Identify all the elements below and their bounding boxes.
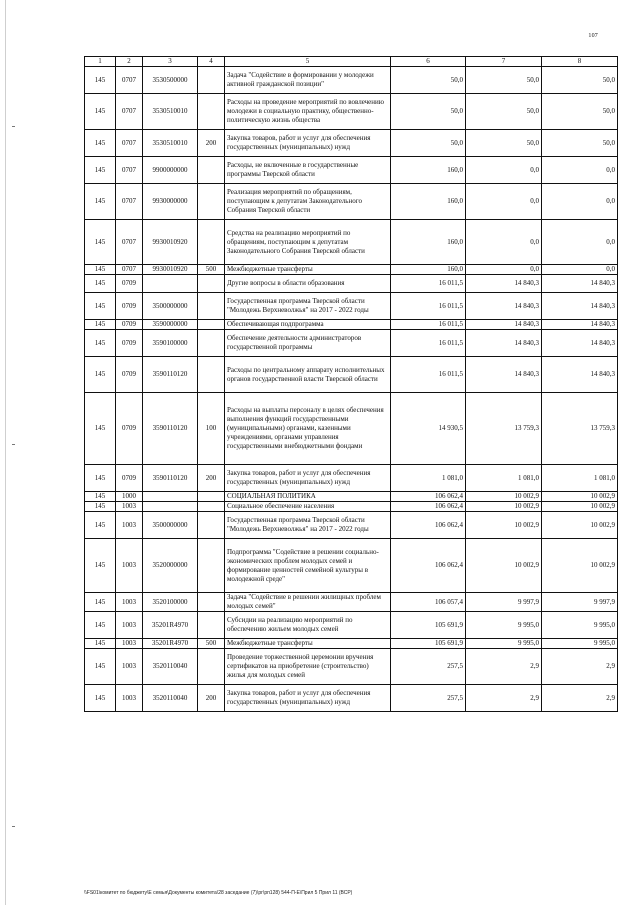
scan-mark (12, 826, 15, 827)
table-row (85, 184, 618, 220)
cell-name: Подпрограмма "Содействие в решении социально-экономических проблем молодых семей и формирование ценностей семейной культуры в молодежной среде" (225, 539, 391, 593)
cell-section: 0707 (116, 184, 143, 220)
cell-amount-year1: 50,0 (391, 94, 466, 130)
cell-section: 0709 (116, 320, 143, 330)
cell-target-article: 9930000000 (143, 184, 198, 220)
table-row (85, 465, 618, 492)
column-header: 6 (391, 57, 466, 67)
cell-amount-year2: 50,0 (466, 67, 542, 94)
cell-amount-year1: 16 011,5 (391, 320, 466, 330)
cell-name: Обеспечивающая подпрограмма (225, 320, 391, 330)
cell-name: Расходы, не включенные в государственные программы Тверской области (225, 157, 391, 184)
cell-amount-year1: 105 691,9 (391, 639, 466, 649)
cell-section: 0707 (116, 157, 143, 184)
cell-amount-year2: 9 995,0 (466, 612, 542, 639)
cell-amount-year3: 13 759,3 (542, 393, 618, 465)
cell-expense-type (198, 293, 225, 320)
cell-section: 0707 (116, 265, 143, 275)
cell-amount-year3: 50,0 (542, 67, 618, 94)
cell-name: Межбюджетные трансферты (225, 639, 391, 649)
cell-name: Средства на реализацию мероприятий по обращениям, поступающим к депутатам Законодательного Собрания Тверской области (225, 220, 391, 265)
table-row (85, 130, 618, 157)
column-header: 1 (85, 57, 116, 67)
cell-amount-year2: 14 840,3 (466, 293, 542, 320)
cell-amount-year3: 9 995,0 (542, 612, 618, 639)
cell-expense-type (198, 502, 225, 512)
cell-amount-year3: 10 002,9 (542, 502, 618, 512)
cell-section: 1003 (116, 649, 143, 685)
table-row (85, 502, 618, 512)
table-row (85, 492, 618, 502)
cell-expense-type (198, 275, 225, 293)
cell-name: Проведение торжественной церемонии вручения сертификатов на приобретение (строительство) жилья для молодых семей (225, 649, 391, 685)
cell-expense-type (198, 649, 225, 685)
cell-amount-year3: 14 840,3 (542, 320, 618, 330)
cell-grbs: 145 (85, 275, 116, 293)
cell-name: Расходы по центральному аппарату исполнительных органов государственной власти Тверской области (225, 357, 391, 393)
cell-section: 0707 (116, 67, 143, 94)
cell-name: Закупка товаров, работ и услуг для обеспечения государственных (муниципальных) нужд (225, 685, 391, 712)
cell-target-article: 3590110120 (143, 465, 198, 492)
cell-name: Закупка товаров, работ и услуг для обеспечения государственных (муниципальных) нужд (225, 130, 391, 157)
cell-grbs: 145 (85, 649, 116, 685)
cell-grbs: 145 (85, 512, 116, 539)
cell-amount-year1: 16 011,5 (391, 357, 466, 393)
cell-target-article: 9930010920 (143, 265, 198, 275)
cell-grbs: 145 (85, 157, 116, 184)
cell-amount-year2: 9 997,9 (466, 593, 542, 612)
cell-section: 0707 (116, 94, 143, 130)
cell-target-article: 35201R4970 (143, 639, 198, 649)
cell-amount-year2: 2,9 (466, 649, 542, 685)
cell-section: 0707 (116, 130, 143, 157)
cell-amount-year2: 1 081,0 (466, 465, 542, 492)
cell-grbs: 145 (85, 357, 116, 393)
cell-section: 1003 (116, 685, 143, 712)
cell-target-article: 3500000000 (143, 293, 198, 320)
scan-mark (12, 126, 15, 127)
cell-amount-year3: 10 002,9 (542, 539, 618, 593)
cell-name: Субсидии на реализацию мероприятий по обеспечению жильем молодых семей (225, 612, 391, 639)
cell-expense-type (198, 220, 225, 265)
cell-target-article (143, 275, 198, 293)
column-header: 2 (116, 57, 143, 67)
cell-amount-year1: 257,5 (391, 685, 466, 712)
cell-amount-year1: 160,0 (391, 157, 466, 184)
cell-expense-type: 500 (198, 639, 225, 649)
cell-expense-type (198, 67, 225, 94)
cell-amount-year3: 1 081,0 (542, 465, 618, 492)
cell-target-article: 3520110040 (143, 685, 198, 712)
cell-section: 0709 (116, 275, 143, 293)
cell-target-article: 9900000000 (143, 157, 198, 184)
cell-name: Реализация мероприятий по обращениям, поступающим к депутатам Законодательного Собрания Тверской области (225, 184, 391, 220)
cell-grbs: 145 (85, 184, 116, 220)
column-header: 4 (198, 57, 225, 67)
cell-name: Задача "Содействие в формировании у молодежи активной гражданской позиции" (225, 67, 391, 94)
table-row (85, 94, 618, 130)
cell-expense-type: 500 (198, 265, 225, 275)
cell-name: Обеспечение деятельности администраторов государственной программы (225, 330, 391, 357)
table-header (85, 57, 618, 67)
cell-expense-type (198, 320, 225, 330)
cell-amount-year2: 2,9 (466, 685, 542, 712)
cell-amount-year2: 0,0 (466, 265, 542, 275)
cell-grbs: 145 (85, 465, 116, 492)
column-header: 5 (225, 57, 391, 67)
cell-amount-year1: 16 011,5 (391, 330, 466, 357)
cell-amount-year1: 16 011,5 (391, 275, 466, 293)
cell-amount-year3: 0,0 (542, 265, 618, 275)
cell-section: 0709 (116, 465, 143, 492)
cell-amount-year3: 2,9 (542, 685, 618, 712)
cell-target-article: 3520100000 (143, 593, 198, 612)
cell-section: 1003 (116, 593, 143, 612)
cell-target-article: 3520110040 (143, 649, 198, 685)
cell-amount-year1: 106 057,4 (391, 593, 466, 612)
cell-target-article: 35201R4970 (143, 612, 198, 639)
cell-amount-year3: 50,0 (542, 94, 618, 130)
cell-amount-year1: 160,0 (391, 184, 466, 220)
cell-amount-year3: 50,0 (542, 130, 618, 157)
cell-amount-year1: 50,0 (391, 67, 466, 94)
cell-expense-type (198, 94, 225, 130)
cell-expense-type (198, 157, 225, 184)
cell-target-article: 3530510010 (143, 94, 198, 130)
table-row (85, 612, 618, 639)
cell-name: СОЦИАЛЬНАЯ ПОЛИТИКА (225, 492, 391, 502)
cell-target-article (143, 492, 198, 502)
cell-grbs: 145 (85, 393, 116, 465)
cell-amount-year1: 1 081,0 (391, 465, 466, 492)
column-header: 8 (542, 57, 618, 67)
cell-name: Государственная программа Тверской области "Молодежь Верхневолжья" на 2017 - 2022 годы (225, 512, 391, 539)
cell-grbs: 145 (85, 67, 116, 94)
cell-target-article: 3530510010 (143, 130, 198, 157)
cell-amount-year1: 106 062,4 (391, 502, 466, 512)
table-row (85, 639, 618, 649)
cell-amount-year2: 13 759,3 (466, 393, 542, 465)
cell-target-article: 3520000000 (143, 539, 198, 593)
cell-expense-type (198, 593, 225, 612)
cell-grbs: 145 (85, 492, 116, 502)
cell-amount-year1: 106 062,4 (391, 492, 466, 502)
cell-amount-year1: 105 691,9 (391, 612, 466, 639)
cell-grbs: 145 (85, 320, 116, 330)
cell-amount-year2: 9 995,0 (466, 639, 542, 649)
cell-section: 1003 (116, 502, 143, 512)
table-row (85, 265, 618, 275)
cell-amount-year3: 9 997,9 (542, 593, 618, 612)
cell-grbs: 145 (85, 539, 116, 593)
cell-section: 0709 (116, 293, 143, 320)
cell-expense-type (198, 330, 225, 357)
cell-section: 1003 (116, 612, 143, 639)
cell-section: 0709 (116, 357, 143, 393)
cell-name: Государственная программа Тверской области "Молодежь Верхневолжья" на 2017 - 2022 годы (225, 293, 391, 320)
cell-grbs: 145 (85, 330, 116, 357)
cell-name: Закупка товаров, работ и услуг для обеспечения государственных (муниципальных) нужд (225, 465, 391, 492)
cell-grbs: 145 (85, 612, 116, 639)
cell-target-article: 3530500000 (143, 67, 198, 94)
table-row (85, 157, 618, 184)
scan-mark (12, 444, 15, 445)
footer-file-path: \\FS01\комитет по бюджету\Е семья\Документы комитета\28 заседание (7)\рг\рп128) 544-П-Е\Прил 5 Прил 11 (ВСР) (84, 890, 353, 896)
cell-name: Расходы на проведение мероприятий по вовлечению молодежи в социальную практику, общественно-политическую жизнь общества (225, 94, 391, 130)
cell-amount-year1: 160,0 (391, 220, 466, 265)
cell-amount-year1: 14 930,5 (391, 393, 466, 465)
cell-amount-year3: 0,0 (542, 157, 618, 184)
cell-target-article: 3590000000 (143, 320, 198, 330)
table-row (85, 539, 618, 593)
cell-name: Другие вопросы в области образования (225, 275, 391, 293)
cell-target-article: 9930010920 (143, 220, 198, 265)
cell-amount-year3: 14 840,3 (542, 293, 618, 320)
cell-amount-year3: 10 002,9 (542, 512, 618, 539)
table-row (85, 67, 618, 94)
cell-amount-year2: 10 002,9 (466, 502, 542, 512)
cell-expense-type: 200 (198, 685, 225, 712)
cell-target-article: 3590100000 (143, 330, 198, 357)
cell-expense-type (198, 492, 225, 502)
cell-amount-year3: 14 840,3 (542, 357, 618, 393)
cell-expense-type (198, 512, 225, 539)
cell-amount-year3: 14 840,3 (542, 275, 618, 293)
cell-expense-type (198, 539, 225, 593)
cell-section: 0709 (116, 393, 143, 465)
cell-expense-type: 200 (198, 465, 225, 492)
table-row (85, 593, 618, 612)
table-row (85, 320, 618, 330)
budget-table (84, 56, 618, 712)
cell-amount-year2: 0,0 (466, 157, 542, 184)
cell-amount-year2: 0,0 (466, 184, 542, 220)
cell-amount-year2: 0,0 (466, 220, 542, 265)
scan-edge-line (5, 0, 6, 905)
cell-amount-year1: 106 062,4 (391, 512, 466, 539)
cell-section: 1003 (116, 639, 143, 649)
cell-section: 0709 (116, 330, 143, 357)
cell-amount-year2: 14 840,3 (466, 330, 542, 357)
cell-name: Расходы на выплаты персоналу в целях обеспечения выполнения функций государственными (муниципальными) органами, казенными учреждениями, органами управления государственными внебюджетными фондами (225, 393, 391, 465)
cell-amount-year2: 10 002,9 (466, 492, 542, 502)
cell-expense-type (198, 612, 225, 639)
cell-grbs: 145 (85, 685, 116, 712)
cell-section: 0707 (116, 220, 143, 265)
cell-section: 1000 (116, 492, 143, 502)
cell-section: 1003 (116, 512, 143, 539)
table-row (85, 512, 618, 539)
cell-amount-year2: 14 840,3 (466, 275, 542, 293)
cell-grbs: 145 (85, 130, 116, 157)
cell-grbs: 145 (85, 94, 116, 130)
column-header: 7 (466, 57, 542, 67)
cell-target-article: 3590110120 (143, 357, 198, 393)
table-row (85, 393, 618, 465)
cell-section: 1003 (116, 539, 143, 593)
cell-amount-year1: 50,0 (391, 130, 466, 157)
cell-expense-type (198, 184, 225, 220)
cell-amount-year2: 10 002,9 (466, 512, 542, 539)
cell-amount-year1: 16 011,5 (391, 293, 466, 320)
cell-expense-type: 100 (198, 393, 225, 465)
cell-amount-year3: 0,0 (542, 220, 618, 265)
cell-expense-type: 200 (198, 130, 225, 157)
cell-amount-year1: 160,0 (391, 265, 466, 275)
cell-name: Социальное обеспечение населения (225, 502, 391, 512)
cell-name: Межбюджетные трансферты (225, 265, 391, 275)
cell-grbs: 145 (85, 502, 116, 512)
cell-target-article (143, 502, 198, 512)
cell-target-article: 3500000000 (143, 512, 198, 539)
cell-amount-year2: 50,0 (466, 130, 542, 157)
table-row (85, 293, 618, 320)
table-row (85, 330, 618, 357)
table-row (85, 649, 618, 685)
cell-amount-year2: 14 840,3 (466, 357, 542, 393)
cell-amount-year3: 0,0 (542, 184, 618, 220)
cell-amount-year3: 2,9 (542, 649, 618, 685)
cell-grbs: 145 (85, 265, 116, 275)
cell-grbs: 145 (85, 293, 116, 320)
cell-amount-year3: 14 840,3 (542, 330, 618, 357)
column-header: 3 (143, 57, 198, 67)
cell-expense-type (198, 357, 225, 393)
cell-grbs: 145 (85, 593, 116, 612)
cell-amount-year2: 10 002,9 (466, 539, 542, 593)
table-row (85, 357, 618, 393)
cell-amount-year3: 9 995,0 (542, 639, 618, 649)
cell-amount-year3: 10 002,9 (542, 492, 618, 502)
cell-target-article: 3590110120 (143, 393, 198, 465)
table-row (85, 275, 618, 293)
cell-amount-year1: 257,5 (391, 649, 466, 685)
cell-amount-year2: 14 840,3 (466, 320, 542, 330)
cell-grbs: 145 (85, 639, 116, 649)
cell-grbs: 145 (85, 220, 116, 265)
page-number: 107 (588, 33, 598, 39)
cell-amount-year1: 106 062,4 (391, 539, 466, 593)
table-body (85, 67, 618, 712)
table-row (85, 685, 618, 712)
table-row (85, 220, 618, 265)
header-row (85, 57, 618, 67)
cell-amount-year2: 50,0 (466, 94, 542, 130)
cell-name: Задача "Содействие в решении жилищных проблем молодых семей" (225, 593, 391, 612)
